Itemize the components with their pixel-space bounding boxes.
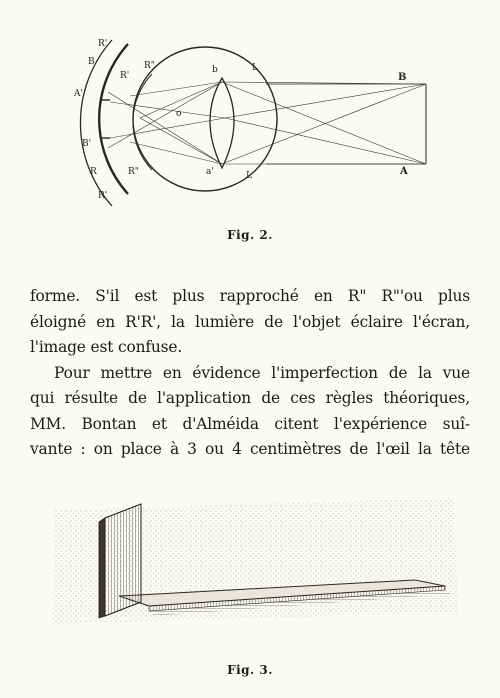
text-line: Pour mettre en évidence l'imperfection de la vue: [54, 363, 470, 382]
text-line: qui résulte de l'application de ces règles théoriques,: [30, 389, 470, 407]
label-b-prime-left: B': [82, 139, 92, 149]
label-b-lens-top: b: [212, 65, 218, 75]
label-r-dbl-upper: R": [144, 61, 155, 71]
label-r-prime-bottom: R': [98, 191, 108, 201]
label-object-a: A: [400, 166, 408, 177]
label-r-prime-outer: R': [98, 39, 108, 49]
text-line: vante : on place à 3 ou 4 centimètres de l'œil la tête: [30, 440, 470, 458]
figure-3-caption: Fig. 3.: [227, 663, 273, 677]
label-r-dbl-lower: R": [128, 167, 139, 177]
lens: [210, 78, 234, 168]
outer-arc: [80, 40, 112, 206]
figure-3-illustration: [45, 490, 465, 640]
label-a-left: A': [74, 89, 83, 99]
figure-2-caption: Fig. 2.: [227, 228, 273, 242]
text-line: éloigné en R'R', la lumière de l'objet éclaire l'écran,: [30, 312, 470, 331]
text-line: MM. Bontan et d'Alméida citent l'expérience suî-: [30, 414, 470, 433]
body-text: [30, 284, 470, 463]
vertical-card: [105, 504, 141, 616]
label-l-top: L: [252, 63, 258, 73]
retina-arc: [99, 44, 128, 194]
label-a-lens-bottom: a': [206, 167, 214, 177]
label-center: o: [176, 109, 182, 119]
figure-2-diagram: [40, 18, 480, 218]
label-object-b: B: [398, 72, 407, 83]
text-line: l'image est confuse.: [30, 338, 183, 356]
label-b-mid: B: [88, 57, 95, 67]
text-line: forme. S'il est plus rapproché en R" R"'ou plus: [30, 287, 470, 305]
label-l-bottom: L: [246, 171, 252, 181]
label-r-prime-inner: R': [120, 71, 130, 81]
label-r-lower: R: [90, 167, 97, 177]
